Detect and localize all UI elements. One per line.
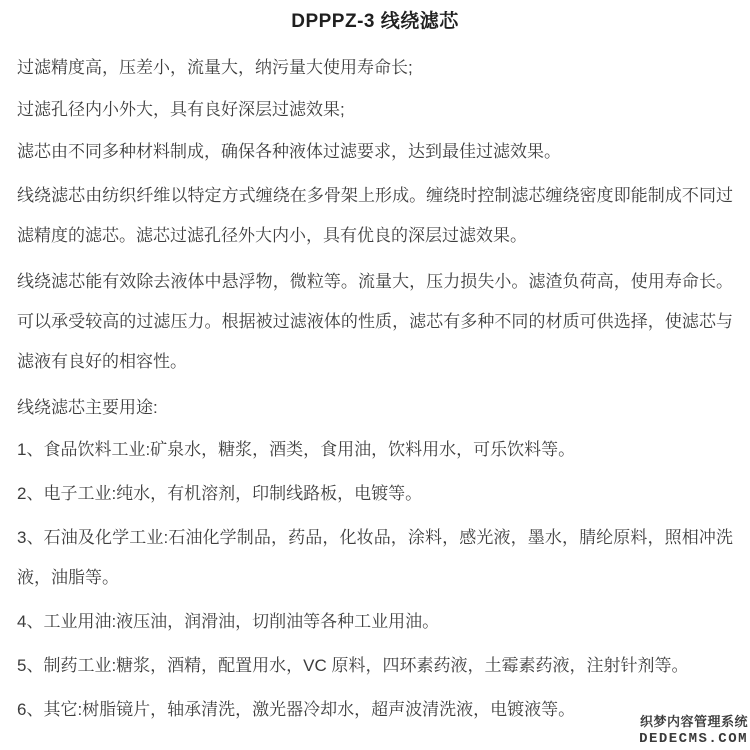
use-item: 6、其它:树脂镜片，轴承清洗，激光器冷却水，超声波清洗液，电镀液等。	[17, 700, 576, 719]
description-paragraph: 线绕滤芯由纺织纤维以特定方式缠绕在多骨架上形成。缠绕时控制滤芯缠绕密度即能制成不同过滤精度的滤芯。滤芯过滤孔径外大内小，具有优良的深层过滤效果。	[17, 186, 733, 245]
watermark-chinese-text: 织梦内容管理系统	[639, 714, 748, 730]
cms-watermark	[639, 714, 748, 748]
use-item: 2、电子工业:纯水，有机溶剂，印制线路板，电镀等。	[17, 484, 423, 503]
feature-line: 滤芯由不同多种材料制成，确保各种液体过滤要求，达到最佳过滤效果。	[17, 142, 561, 161]
uses-heading: 线绕滤芯主要用途:	[17, 398, 158, 417]
use-item: 1、食品饮料工业:矿泉水，糖浆，酒类，食用油，饮料用水，可乐饮料等。	[17, 440, 576, 459]
page-title: DPPPZ-3 线绕滤芯	[291, 11, 459, 32]
feature-line: 过滤孔径内小外大，具有良好深层过滤效果;	[17, 100, 345, 119]
use-item: 5、制药工业:糖浆，酒精，配置用水，VC 原料，四环素药液，土霉素药液，注射针剂等。	[17, 656, 689, 675]
use-item: 4、工业用油:液压油，润滑油，切削油等各种工业用油。	[17, 612, 440, 631]
watermark-domain-text: DEDECMS.COM	[639, 730, 748, 747]
description-paragraph: 线绕滤芯能有效除去液体中悬浮物，微粒等。流量大，压力损失小。滤渣负荷高，使用寿命长。可以承受较高的过滤压力。根据被过滤液体的性质，滤芯有多种不同的材质可供选择，使滤芯与滤液有良好的相容性。	[17, 272, 733, 371]
feature-line: 过滤精度高，压差小，流量大，纳污量大使用寿命长;	[17, 58, 413, 77]
use-item: 3、石油及化学工业:石油化学制品，药品，化妆品，涂料，感光液，墨水，腈纶原料，照相冲洗液，油脂等。	[17, 528, 733, 587]
